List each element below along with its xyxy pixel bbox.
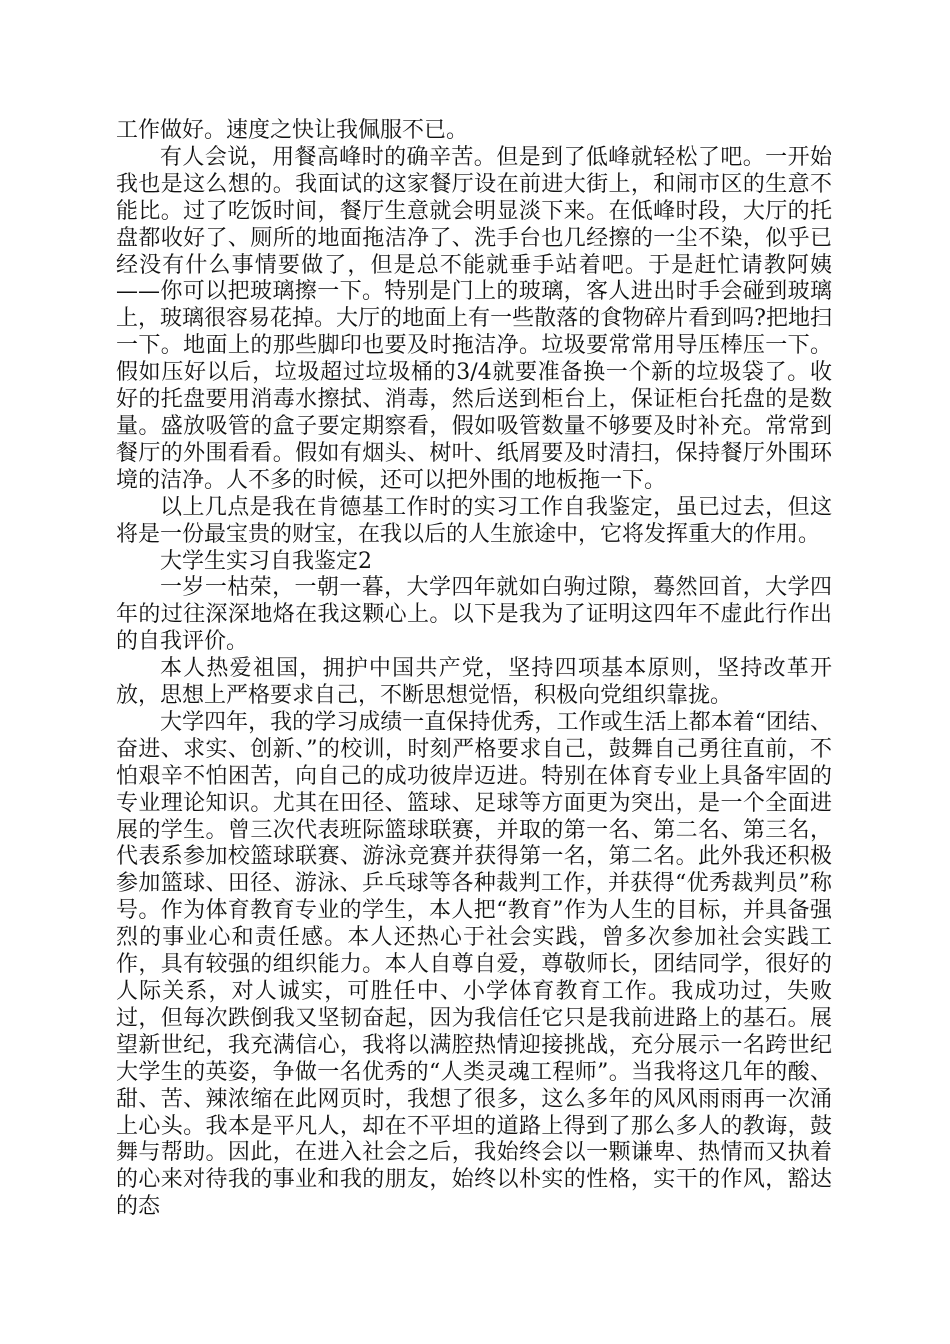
paragraph-continuation: 工作做好。速度之快让我佩服不已。 <box>116 118 469 143</box>
paragraph-political-views: 本人热爱祖国，拥护中国共产党，坚持四项基本原则，坚持改革开放，思想上严格要求自己，不断思想觉悟，积极向党组织靠拢。 <box>116 656 832 709</box>
paragraph-kfc-summary: 以上几点是我在肯德基工作时的实习工作自我鉴定，虽已过去，但这将是一份最宝贵的财宝，在我以后的人生旅途中，它将发挥重大的作用。 <box>116 494 832 547</box>
paragraph-intro: 一岁一枯荣，一朝一暮，大学四年就如白驹过隙，蓦然回首，大学四年的过往深深地烙在我这颗心上。以下是我为了证明这四年不虚此行作出的自我评价。 <box>116 575 832 655</box>
paragraph-achievements: 大学四年，我的学习成绩一直保持优秀，工作或生活上都本着“团结、奋进、求实、创新、”的校训，时刻严格要求自己，鼓舞自己勇往直前，不怕艰辛不怕困苦，向自己的成功彼岸迈进。特别在体育专业上具备牢固的专业理论知识。尤其在田径、篮球、足球等方面更为突出，是一个全面进展的学生。曾三次代表班际篮球联赛，并取的第一名、第二名、第三名，代表系参加校篮球联赛、游泳竞赛并获得第一名，第二名。此外我还积极参加篮球、田径、游泳、乒乓球等各种裁判工作，并获得“优秀裁判员”称号。作为体育教育专业的学生，本人把“教育”作为人生的目标，并具备强烈的事业心和责任感。本人还热心于社会实践，曾多次参加社会实践工作，具有较强的组织能力。本人自尊自爱，尊敬师长，团结同学，很好的人际关系，对人诚实，可胜任中、小学体育教育工作。我成功过，失败过，但每次跌倒我又坚韧奋起，因为我信任它只是我前进路上的基石。展望新世纪，我充满信心，我将以满腔热情迎接挑战，充分展示一名跨世纪大学生的英姿，争做一名优秀的“人类灵魂工程师”。当我将这几年的酸、甜、苦、辣浓缩在此网页时，我想了很多，这么多年的风风雨雨再一次涌上心头。我本是平凡人，却在不平坦的道路上得到了那么多人的教诲，鼓舞与帮助。因此，在进入社会之后，我始终会以一颗谦卑、热情而又执着的心来对待我的事业和我的朋友，始终以朴实的性格，实干的作风，豁达的态 <box>116 709 832 1220</box>
document-body <box>116 118 832 1221</box>
paragraph-off-peak-duties: 有人会说，用餐高峰时的确辛苦。但是到了低峰就轻松了吧。一开始我也是这么想的。我面试的这家餐厅设在前进大街上，和闹市区的生意不能比。过了吃饭时间，餐厅生意就会明显淡下来。在低峰时段，大厅的托盘都收好了、厕所的地面拖洁净了、洗手台也几经擦的一尘不染，似乎已经没有什么事情要做了，但是总不能就垂手站着吧。于是赶忙请教阿姨——你可以把玻璃擦一下。特别是门上的玻璃，客人进出时手会碰到玻璃上，玻璃很容易花掉。大厅的地面上有一些散落的食物碎片看到吗?把地扫一下。地面上的那些脚印也要及时拖洁净。垃圾要常常用导压棒压一下。假如压好以后，垃圾超过垃圾桶的3/4就要准备换一个新的垃圾袋了。收好的托盘要用消毒水擦拭、消毒，然后送到柜台上，保证柜台托盘的是数量。盛放吸管的盒子要定期察看，假如吸管数量不够要及时补充。常常到餐厅的外围看看。假如有烟头、树叶、纸屑要及时清扫，保持餐厅外围环境的洁净。人不多的时候，还可以把外围的地板拖一下。 <box>116 144 832 493</box>
section-heading: 大学生实习自我鉴定2 <box>160 548 372 574</box>
